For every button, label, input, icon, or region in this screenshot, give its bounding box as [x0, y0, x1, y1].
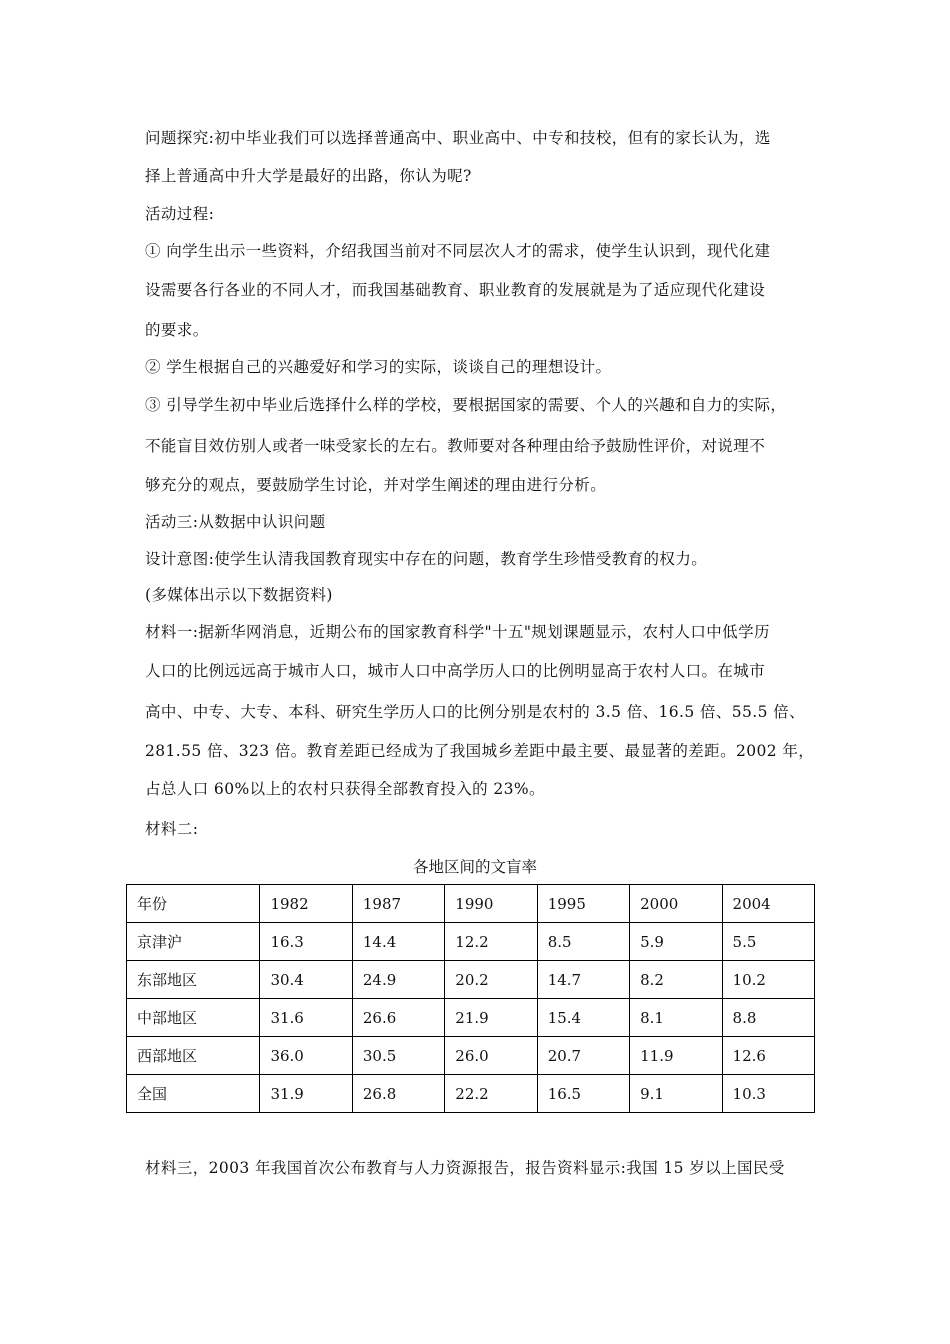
table-cell: 20.2	[445, 961, 537, 999]
table-cell: 5.9	[630, 923, 722, 961]
table-cell: 14.7	[537, 961, 629, 999]
table-cell: 26.0	[445, 1037, 537, 1075]
table-cell: 22.2	[445, 1075, 537, 1113]
table-cell: 8.1	[630, 999, 722, 1037]
paragraph-line: 设需要各行各业的不同人才，而我国基础教育、职业教育的发展就是为了适应现代化建设	[145, 281, 766, 299]
paragraph-line: (多媒体出示以下数据资料)	[145, 586, 333, 604]
table-header-cell: 1990	[445, 885, 537, 923]
table-row	[127, 1037, 815, 1075]
table-cell: 36.0	[260, 1037, 352, 1075]
paragraph-line: 择上普通高中升大学是最好的出路，你认为呢?	[145, 167, 472, 185]
table-cell: 16.5	[537, 1075, 629, 1113]
paragraph-line: 高中、中专、大专、本科、研究生学历人口的比例分别是农村的 3.5 倍、16.5 倍、55.5 倍、	[145, 703, 805, 721]
paragraph-line: 问题探究:初中毕业我们可以选择普通高中、职业高中、中专和技校，但有的家长认为，选	[145, 129, 771, 147]
table-cell: 8.2	[630, 961, 722, 999]
paragraph-line: 的要求。	[145, 321, 209, 339]
table-header-cell: 1982	[260, 885, 352, 923]
table-cell: 11.9	[630, 1037, 722, 1075]
table-cell: 5.5	[722, 923, 814, 961]
paragraph-line: ③ 引导学生初中毕业后选择什么样的学校，要根据国家的需要、个人的兴趣和自力的实际，	[145, 396, 787, 414]
table-header-cell: 1987	[352, 885, 444, 923]
paragraph-line: 材料一:据新华网消息，近期公布的国家教育科学"十五"规划课题显示，农村人口中低学历	[145, 623, 770, 641]
table-header-cell: 2000	[630, 885, 722, 923]
paragraph-line: 281.55 倍、323 倍。教育差距已经成为了我国城乡差距中最主要、最显著的差距。2002 年，	[145, 742, 815, 760]
paragraph-line: 材料二:	[145, 820, 199, 838]
table-cell: 10.3	[722, 1075, 814, 1113]
table-row	[127, 1075, 815, 1113]
paragraph-line: ② 学生根据自己的兴趣爱好和学习的实际，谈谈自己的理想设计。	[145, 358, 612, 376]
table-cell: 东部地区	[127, 961, 260, 999]
table-cell: 21.9	[445, 999, 537, 1037]
paragraph-line: 活动过程:	[145, 205, 215, 223]
table-cell: 24.9	[352, 961, 444, 999]
paragraph-line: ① 向学生出示一些资料，介绍我国当前对不同层次人才的需求，使学生认识到，现代化建	[145, 242, 771, 260]
table-header-cell: 2004	[722, 885, 814, 923]
table-cell: 12.6	[722, 1037, 814, 1075]
table-row	[127, 923, 815, 961]
table-cell: 31.9	[260, 1075, 352, 1113]
table-cell: 10.2	[722, 961, 814, 999]
table-cell: 31.6	[260, 999, 352, 1037]
table-cell: 西部地区	[127, 1037, 260, 1075]
table-cell: 20.7	[537, 1037, 629, 1075]
table-cell: 26.8	[352, 1075, 444, 1113]
table-cell: 全国	[127, 1075, 260, 1113]
table-cell: 26.6	[352, 999, 444, 1037]
table-cell: 30.5	[352, 1037, 444, 1075]
paragraph-line: 够充分的观点，要鼓励学生讨论，并对学生阐述的理由进行分析。	[145, 476, 607, 494]
table-row	[127, 999, 815, 1037]
table-cell: 30.4	[260, 961, 352, 999]
paragraph-line: 设计意图:使学生认清我国教育现实中存在的问题，教育学生珍惜受教育的权力。	[145, 550, 708, 568]
table-cell: 中部地区	[127, 999, 260, 1037]
section-heading: 活动三:从数据中认识问题	[145, 513, 326, 531]
table-cell: 京津沪	[127, 923, 260, 961]
paragraph-line: 材料三，2003 年我国首次公布教育与人力资源报告，报告资料显示:我国 15 岁以上国民受	[145, 1159, 785, 1177]
table-header-cell: 1995	[537, 885, 629, 923]
paragraph-line: 人口的比例远远高于城市人口，城市人口中高学历人口的比例明显高于农村人口。在城市	[145, 662, 766, 680]
table-cell: 8.8	[722, 999, 814, 1037]
table-cell: 9.1	[630, 1075, 722, 1113]
table-cell: 8.5	[537, 923, 629, 961]
table-cell: 15.4	[537, 999, 629, 1037]
table-cell: 14.4	[352, 923, 444, 961]
table-header-cell: 年份	[127, 885, 260, 923]
table-row	[127, 961, 815, 999]
paragraph-line: 占总人口 60%以上的农村只获得全部教育投入的 23%。	[145, 780, 545, 798]
illiteracy-rate-table	[126, 884, 815, 1113]
table-cell: 16.3	[260, 923, 352, 961]
paragraph-line: 不能盲目效仿别人或者一味受家长的左右。教师要对各种理由给予鼓励性评价，对说理不	[145, 437, 766, 455]
table-cell: 12.2	[445, 923, 537, 961]
table-header-row	[127, 885, 815, 923]
table-title: 各地区间的文盲率	[412, 858, 537, 876]
